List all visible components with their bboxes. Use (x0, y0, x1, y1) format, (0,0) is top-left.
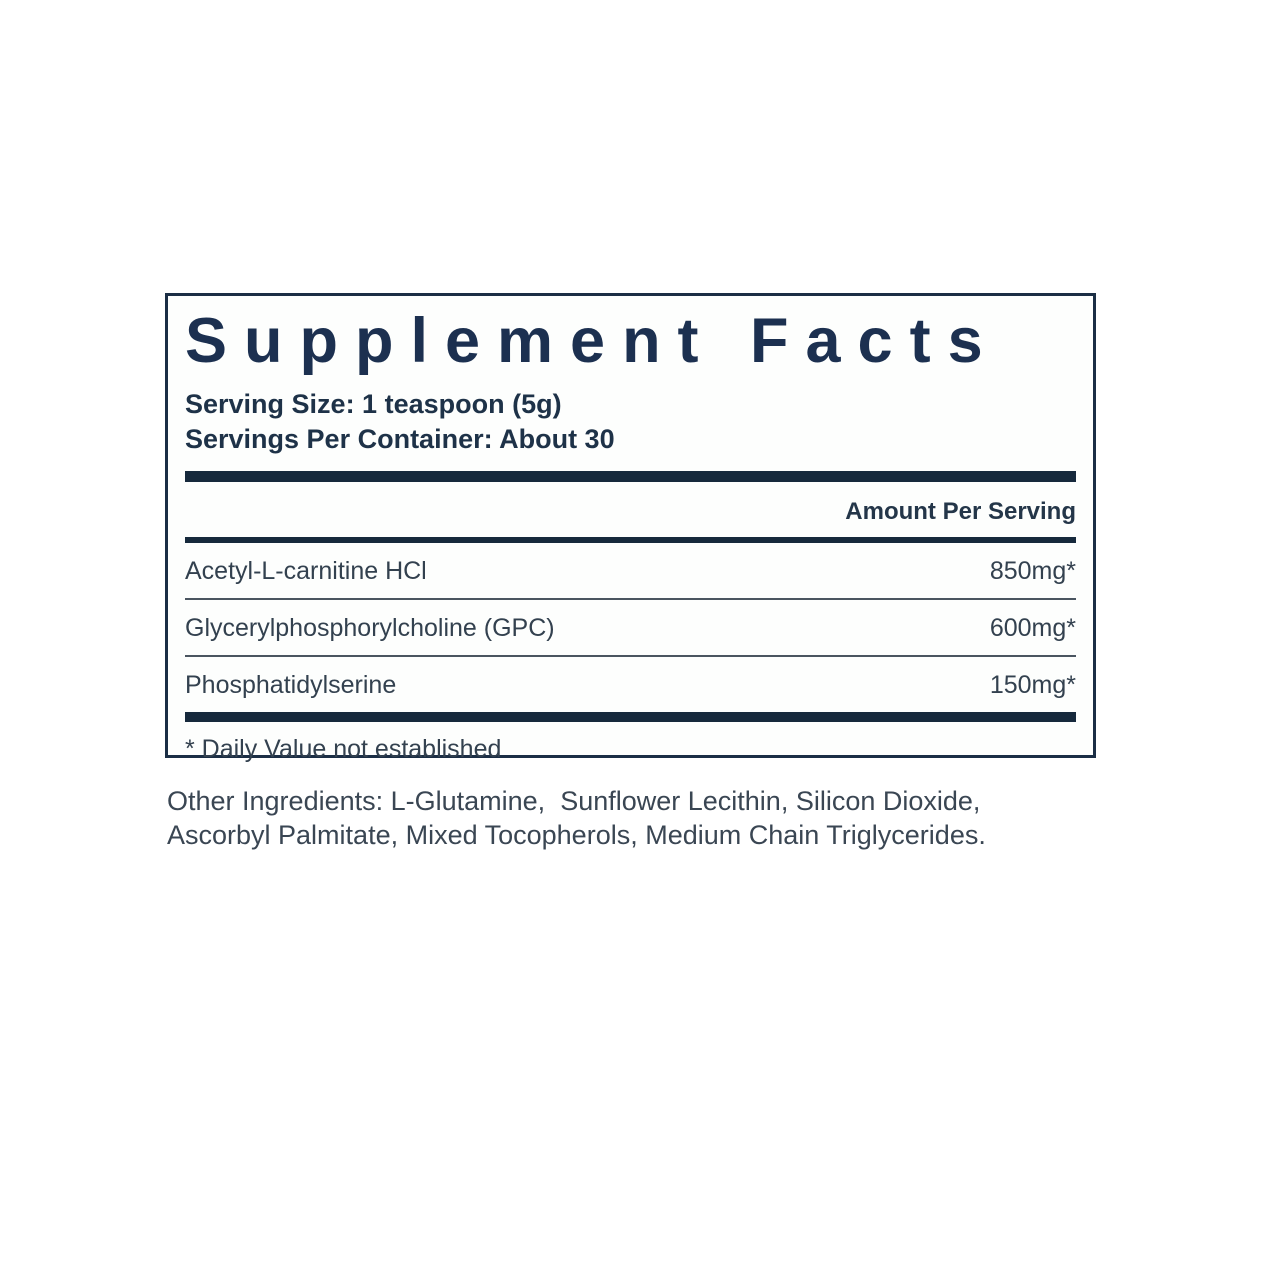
serving-size-text: Serving Size: 1 teaspoon (5g) (185, 389, 562, 419)
divider-thick-bottom (185, 712, 1076, 722)
table-row (185, 657, 1076, 712)
supplement-facts-panel (165, 293, 1096, 764)
servings-per-container-text: Servings Per Container: About 30 (185, 424, 615, 455)
ingredient-amount: 850mg* (989, 557, 1076, 586)
ingredient-name: Acetyl-L-carnitine HCl (185, 557, 427, 586)
other-ingredients-text: Other Ingredients: L-Glutamine, Sunflower Lecithin, Silicon Dioxide, Ascorbyl Palmitate, Mixed Tocopherols, Medium Chain Triglycerides. (167, 786, 987, 850)
supplement-facts-title: Supplement Facts (185, 306, 1000, 376)
table-row (185, 600, 1076, 657)
serving-info (185, 387, 1076, 457)
ingredient-amount: 150mg* (989, 671, 1076, 700)
daily-value-footnote: * Daily Value not established (185, 735, 502, 764)
divider-thick-top (185, 471, 1076, 482)
table-row (185, 543, 1076, 600)
ingredient-amount: 600mg* (989, 614, 1076, 643)
ingredient-name: Glycerylphosphorylcholine (GPC) (185, 614, 555, 643)
ingredient-name: Phosphatidylserine (185, 671, 397, 700)
amount-per-serving-header: Amount Per Serving (845, 498, 1076, 526)
